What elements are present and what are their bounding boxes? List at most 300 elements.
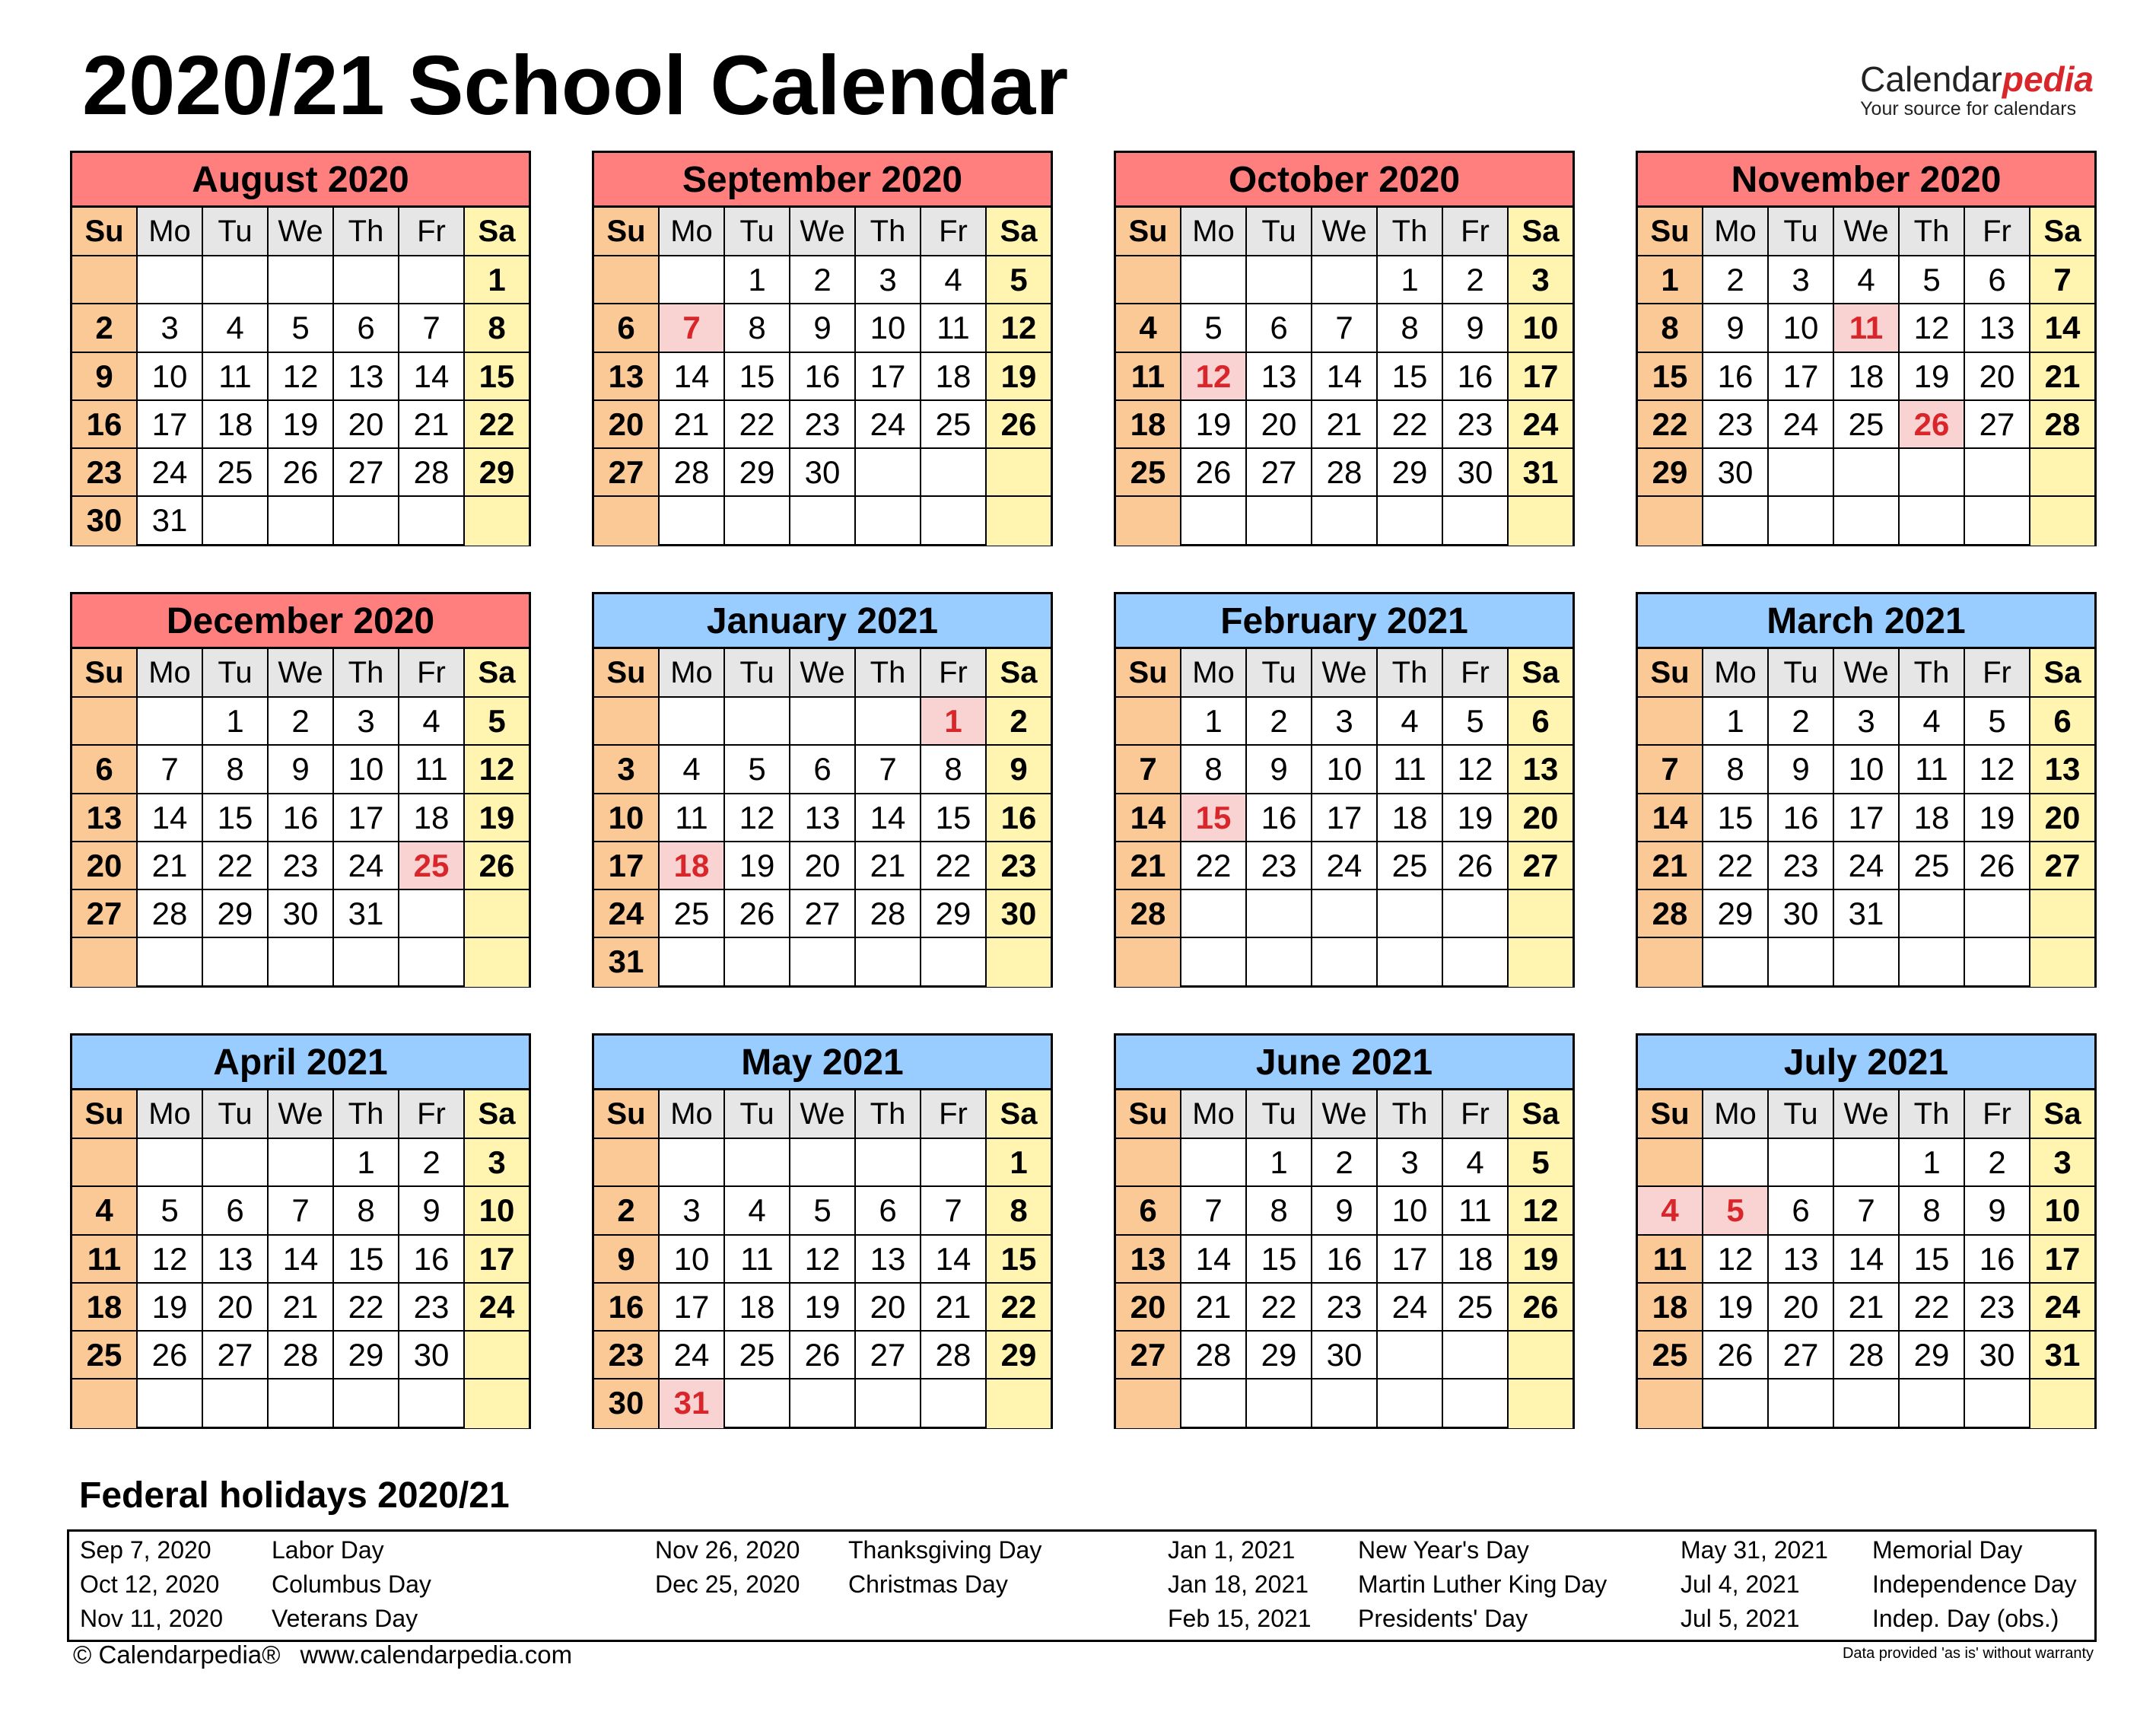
day-cell: 29 [465, 449, 529, 495]
holiday-day-cell: 18 [660, 842, 725, 889]
holiday-day-cell: 7 [660, 304, 725, 351]
weekday-label: Tu [1769, 649, 1834, 696]
empty-day-cell [1703, 938, 1769, 986]
holiday-day-cell: 11 [1834, 304, 1900, 351]
day-cell: 13 [2030, 746, 2094, 792]
empty-day-cell [334, 1379, 399, 1427]
day-cell: 20 [790, 842, 856, 889]
day-cell: 22 [334, 1284, 399, 1330]
weekday-label: We [1312, 1090, 1378, 1138]
week-row [594, 1379, 1051, 1427]
empty-day-cell [1834, 1139, 1900, 1185]
day-cell: 27 [790, 890, 856, 937]
day-cell: 22 [1638, 401, 1703, 447]
day-cell: 22 [1181, 842, 1247, 889]
empty-day-cell [1443, 938, 1509, 986]
empty-day-cell [2030, 1379, 2094, 1427]
weekday-label: Th [1900, 649, 1965, 696]
day-cell: 10 [594, 794, 660, 841]
empty-day-cell [1312, 890, 1378, 937]
day-cell: 19 [987, 353, 1051, 399]
day-cell: 21 [660, 401, 725, 447]
day-cell: 16 [594, 1284, 660, 1330]
day-cell: 14 [1312, 353, 1378, 399]
week-row [72, 256, 529, 304]
week-row [1116, 1139, 1572, 1187]
empty-day-cell [1181, 256, 1247, 303]
empty-day-cell [269, 938, 334, 986]
week-row [1638, 401, 2094, 449]
day-cell: 22 [725, 401, 790, 447]
weekday-label: We [790, 1090, 856, 1138]
holiday-name: Thanksgiving Day [848, 1536, 1042, 1564]
weekday-label: Sa [1509, 208, 1572, 255]
day-cell: 9 [1703, 304, 1769, 351]
week-row [1116, 1379, 1572, 1427]
empty-day-cell [660, 938, 725, 986]
weekday-label: Mo [1181, 649, 1247, 696]
holiday-name: Presidents' Day [1358, 1605, 1528, 1632]
week-row [1116, 401, 1572, 449]
day-cell: 26 [1965, 842, 2030, 889]
day-cell: 5 [269, 304, 334, 351]
day-cell: 25 [203, 449, 269, 495]
weekday-label: Fr [399, 1090, 465, 1138]
day-cell: 21 [2030, 353, 2094, 399]
week-row [594, 794, 1051, 842]
empty-day-cell [1638, 1379, 1703, 1427]
holiday-name: Columbus Day [272, 1570, 431, 1598]
day-cell: 28 [660, 449, 725, 495]
day-cell: 15 [334, 1236, 399, 1282]
holiday-day-cell: 12 [1181, 353, 1247, 399]
weekday-label: Tu [725, 208, 790, 255]
day-cell: 13 [1116, 1236, 1181, 1282]
empty-day-cell [72, 256, 138, 303]
day-cell: 25 [1638, 1332, 1703, 1378]
day-cell: 25 [72, 1332, 138, 1378]
day-cell: 12 [1900, 304, 1965, 351]
day-cell: 17 [334, 794, 399, 841]
day-cell: 27 [1965, 401, 2030, 447]
day-cell: 10 [138, 353, 203, 399]
weekday-label: Mo [138, 1090, 203, 1138]
empty-day-cell [269, 256, 334, 303]
day-cell: 25 [725, 1332, 790, 1378]
day-cell: 9 [399, 1187, 465, 1233]
day-cell: 19 [1443, 794, 1509, 841]
day-cell: 30 [399, 1332, 465, 1378]
week-row [1638, 449, 2094, 497]
weekday-label: Sa [465, 208, 529, 255]
empty-day-cell [921, 497, 987, 545]
weekday-label: Mo [1703, 208, 1769, 255]
day-cell: 23 [1312, 1284, 1378, 1330]
day-cell: 3 [594, 746, 660, 792]
holiday-name: New Year's Day [1358, 1536, 1529, 1564]
weekday-label: We [790, 649, 856, 696]
empty-day-cell [334, 497, 399, 545]
weekday-header-row [1638, 208, 2094, 256]
day-cell: 8 [725, 304, 790, 351]
day-cell: 1 [1900, 1139, 1965, 1185]
day-cell: 5 [790, 1187, 856, 1233]
day-cell: 24 [594, 890, 660, 937]
day-cell: 25 [1378, 842, 1443, 889]
day-cell: 15 [203, 794, 269, 841]
empty-day-cell [594, 497, 660, 545]
day-cell: 23 [987, 842, 1051, 889]
month-calendar [1114, 592, 1575, 988]
week-row [72, 746, 529, 794]
day-cell: 25 [921, 401, 987, 447]
empty-day-cell [725, 698, 790, 744]
weekday-label: We [1312, 649, 1378, 696]
day-cell: 26 [987, 401, 1051, 447]
month-calendar [592, 1033, 1053, 1429]
weekday-label: Su [72, 649, 138, 696]
footer-credits [73, 1636, 592, 1674]
holiday-name: Independence Day [1872, 1570, 2077, 1598]
empty-day-cell [660, 256, 725, 303]
week-row [594, 698, 1051, 746]
day-cell: 29 [1703, 890, 1769, 937]
empty-day-cell [1312, 938, 1378, 986]
week-row [594, 401, 1051, 449]
day-cell: 24 [2030, 1284, 2094, 1330]
day-cell: 5 [138, 1187, 203, 1233]
day-cell: 30 [790, 449, 856, 495]
empty-day-cell [1116, 698, 1181, 744]
empty-day-cell [269, 1379, 334, 1427]
day-cell: 18 [203, 401, 269, 447]
empty-day-cell [987, 1379, 1051, 1427]
day-cell: 2 [1443, 256, 1509, 303]
holiday-date: May 31, 2021 [1681, 1536, 1828, 1564]
weekday-label: Th [1900, 208, 1965, 255]
day-cell: 9 [1247, 746, 1312, 792]
day-cell: 17 [1769, 353, 1834, 399]
day-cell: 23 [1769, 842, 1834, 889]
day-cell: 21 [1116, 842, 1181, 889]
weekday-label: Mo [1181, 208, 1247, 255]
day-cell: 26 [1509, 1284, 1572, 1330]
empty-day-cell [1638, 497, 1703, 545]
empty-day-cell [203, 1379, 269, 1427]
day-cell: 7 [1312, 304, 1378, 351]
empty-day-cell [1312, 497, 1378, 545]
empty-day-cell [203, 497, 269, 545]
day-cell: 27 [594, 449, 660, 495]
empty-day-cell [1900, 497, 1965, 545]
empty-day-cell [1638, 1139, 1703, 1185]
empty-day-cell [72, 698, 138, 744]
day-cell: 30 [1312, 1332, 1378, 1378]
weekday-label: Tu [725, 649, 790, 696]
week-row [1116, 1284, 1572, 1332]
empty-day-cell [1181, 890, 1247, 937]
footer-copyright: © Calendarpedia® [73, 1640, 281, 1669]
empty-day-cell [1116, 1139, 1181, 1185]
week-row [72, 698, 529, 746]
day-cell: 17 [660, 1284, 725, 1330]
empty-day-cell [1181, 938, 1247, 986]
day-cell: 6 [1965, 256, 2030, 303]
day-cell: 4 [399, 698, 465, 744]
week-row [72, 938, 529, 986]
day-cell: 19 [269, 401, 334, 447]
empty-day-cell [1116, 1379, 1181, 1427]
day-cell: 9 [1769, 746, 1834, 792]
day-cell: 10 [856, 304, 921, 351]
day-cell: 2 [1312, 1139, 1378, 1185]
week-row [72, 1332, 529, 1379]
empty-day-cell [1769, 497, 1834, 545]
day-cell: 6 [1509, 698, 1572, 744]
day-cell: 21 [269, 1284, 334, 1330]
day-cell: 13 [1965, 304, 2030, 351]
day-cell: 8 [1247, 1187, 1312, 1233]
day-cell: 6 [790, 746, 856, 792]
week-row [1638, 938, 2094, 986]
day-cell: 18 [399, 794, 465, 841]
day-cell: 13 [334, 353, 399, 399]
day-cell: 28 [138, 890, 203, 937]
day-cell: 24 [465, 1284, 529, 1330]
day-cell: 13 [1247, 353, 1312, 399]
day-cell: 17 [1834, 794, 1900, 841]
weekday-label: Sa [2030, 649, 2094, 696]
day-cell: 17 [594, 842, 660, 889]
weekday-label: Th [1378, 208, 1443, 255]
week-row [1638, 304, 2094, 352]
weekday-label: Fr [921, 1090, 987, 1138]
day-cell: 23 [1703, 401, 1769, 447]
day-cell: 16 [1703, 353, 1769, 399]
empty-day-cell [138, 698, 203, 744]
holiday-row [69, 1567, 2094, 1602]
weekday-label: Su [72, 1090, 138, 1138]
empty-day-cell [1965, 890, 2030, 937]
day-cell: 21 [1312, 401, 1378, 447]
empty-day-cell [138, 1139, 203, 1185]
weekday-label: Th [334, 1090, 399, 1138]
day-cell: 4 [921, 256, 987, 303]
empty-day-cell [790, 938, 856, 986]
holiday-day-cell: 15 [1181, 794, 1247, 841]
day-cell: 21 [138, 842, 203, 889]
day-cell: 7 [1834, 1187, 1900, 1233]
weekday-label: Mo [660, 208, 725, 255]
empty-day-cell [2030, 497, 2094, 545]
day-cell: 19 [138, 1284, 203, 1330]
day-cell: 23 [1443, 401, 1509, 447]
day-cell: 2 [269, 698, 334, 744]
empty-day-cell [1247, 890, 1312, 937]
day-cell: 16 [1443, 353, 1509, 399]
month-title: July 2021 [1638, 1036, 2094, 1090]
week-row [594, 497, 1051, 545]
day-cell: 24 [1378, 1284, 1443, 1330]
weekday-label: Mo [138, 649, 203, 696]
brand-name [1860, 61, 2094, 97]
empty-day-cell [1443, 1379, 1509, 1427]
weekday-label: We [790, 208, 856, 255]
empty-day-cell [2030, 938, 2094, 986]
brand-name-main: Calendar [1860, 59, 2002, 99]
day-cell: 2 [987, 698, 1051, 744]
empty-day-cell [399, 256, 465, 303]
day-cell: 22 [203, 842, 269, 889]
brand-name-accent: pedia [2002, 59, 2094, 99]
holiday-date: Dec 25, 2020 [655, 1570, 800, 1598]
day-cell: 16 [1769, 794, 1834, 841]
empty-day-cell [1769, 449, 1834, 495]
day-cell: 20 [1509, 794, 1572, 841]
day-cell: 6 [594, 304, 660, 351]
day-cell: 19 [1965, 794, 2030, 841]
holiday-day-cell: 26 [1900, 401, 1965, 447]
empty-day-cell [725, 938, 790, 986]
empty-day-cell [72, 1379, 138, 1427]
weekday-label: Su [1116, 1090, 1181, 1138]
footer-website[interactable]: www.calendarpedia.com [300, 1640, 573, 1669]
month-title: January 2021 [594, 594, 1051, 649]
empty-day-cell [921, 1379, 987, 1427]
day-cell: 22 [987, 1284, 1051, 1330]
week-row [1638, 1379, 2094, 1427]
day-cell: 1 [1247, 1139, 1312, 1185]
empty-day-cell [1378, 497, 1443, 545]
day-cell: 17 [2030, 1236, 2094, 1282]
empty-day-cell [1834, 497, 1900, 545]
brand-logo[interactable] [1860, 61, 2094, 120]
month-calendar [1636, 592, 2097, 988]
day-cell: 2 [1247, 698, 1312, 744]
month-calendar [70, 1033, 531, 1429]
holidays-title: Federal holidays 2020/21 [79, 1475, 510, 1516]
week-row [72, 1187, 529, 1235]
day-cell: 4 [72, 1187, 138, 1233]
empty-day-cell [790, 497, 856, 545]
day-cell: 9 [72, 353, 138, 399]
week-row [1638, 497, 2094, 545]
day-cell: 11 [1378, 746, 1443, 792]
day-cell: 14 [856, 794, 921, 841]
day-cell: 12 [1703, 1236, 1769, 1282]
month-title: September 2020 [594, 153, 1051, 208]
week-row [1116, 497, 1572, 545]
empty-day-cell [790, 698, 856, 744]
day-cell: 27 [334, 449, 399, 495]
day-cell: 4 [1443, 1139, 1509, 1185]
holidays-table [67, 1529, 2097, 1642]
weekday-label: Tu [1769, 208, 1834, 255]
day-cell: 5 [1509, 1139, 1572, 1185]
month-title: August 2020 [72, 153, 529, 208]
day-cell: 22 [1703, 842, 1769, 889]
day-cell: 14 [138, 794, 203, 841]
empty-day-cell [203, 1139, 269, 1185]
empty-day-cell [1509, 1379, 1572, 1427]
empty-day-cell [856, 698, 921, 744]
weekday-header-row [1638, 1090, 2094, 1139]
day-cell: 11 [1638, 1236, 1703, 1282]
day-cell: 8 [1181, 746, 1247, 792]
weekday-header-row [72, 208, 529, 256]
empty-day-cell [594, 1139, 660, 1185]
week-row [594, 1332, 1051, 1379]
week-row [72, 1284, 529, 1332]
weekday-label: Sa [987, 649, 1051, 696]
day-cell: 28 [921, 1332, 987, 1378]
day-cell: 24 [1509, 401, 1572, 447]
week-row [594, 1284, 1051, 1332]
weekday-header-row [1638, 649, 2094, 698]
week-row [594, 304, 1051, 352]
weekday-label: Fr [399, 208, 465, 255]
day-cell: 26 [269, 449, 334, 495]
empty-day-cell [856, 1379, 921, 1427]
empty-day-cell [1638, 698, 1703, 744]
day-cell: 8 [1703, 746, 1769, 792]
day-cell: 12 [1443, 746, 1509, 792]
weekday-label: We [1834, 1090, 1900, 1138]
day-cell: 13 [1769, 1236, 1834, 1282]
day-cell: 1 [1703, 698, 1769, 744]
day-cell: 4 [1116, 304, 1181, 351]
day-cell: 17 [1378, 1236, 1443, 1282]
day-cell: 18 [1443, 1236, 1509, 1282]
day-cell: 19 [1703, 1284, 1769, 1330]
weekday-label: Sa [465, 649, 529, 696]
weekday-header-row [72, 1090, 529, 1139]
day-cell: 14 [1638, 794, 1703, 841]
day-cell: 22 [465, 401, 529, 447]
weekday-label: Sa [1509, 1090, 1572, 1138]
day-cell: 24 [1834, 842, 1900, 889]
day-cell: 3 [1312, 698, 1378, 744]
day-cell: 1 [725, 256, 790, 303]
day-cell: 30 [1965, 1332, 2030, 1378]
day-cell: 16 [790, 353, 856, 399]
day-cell: 10 [1378, 1187, 1443, 1233]
day-cell: 17 [856, 353, 921, 399]
day-cell: 27 [1509, 842, 1572, 889]
month-calendar [1636, 151, 2097, 546]
month-calendar [70, 592, 531, 988]
month-calendar [592, 592, 1053, 988]
empty-day-cell [1509, 497, 1572, 545]
day-cell: 10 [660, 1236, 725, 1282]
weekday-label: Th [334, 649, 399, 696]
week-row [1116, 1332, 1572, 1379]
day-cell: 12 [465, 746, 529, 792]
day-cell: 5 [465, 698, 529, 744]
day-cell: 19 [465, 794, 529, 841]
holiday-day-cell: 5 [1703, 1187, 1769, 1233]
day-cell: 11 [1443, 1187, 1509, 1233]
empty-day-cell [987, 497, 1051, 545]
day-cell: 9 [1965, 1187, 2030, 1233]
day-cell: 10 [1834, 746, 1900, 792]
day-cell: 11 [399, 746, 465, 792]
weekday-label: Mo [138, 208, 203, 255]
day-cell: 26 [1443, 842, 1509, 889]
day-cell: 29 [725, 449, 790, 495]
day-cell: 7 [921, 1187, 987, 1233]
weekday-label: We [1312, 208, 1378, 255]
